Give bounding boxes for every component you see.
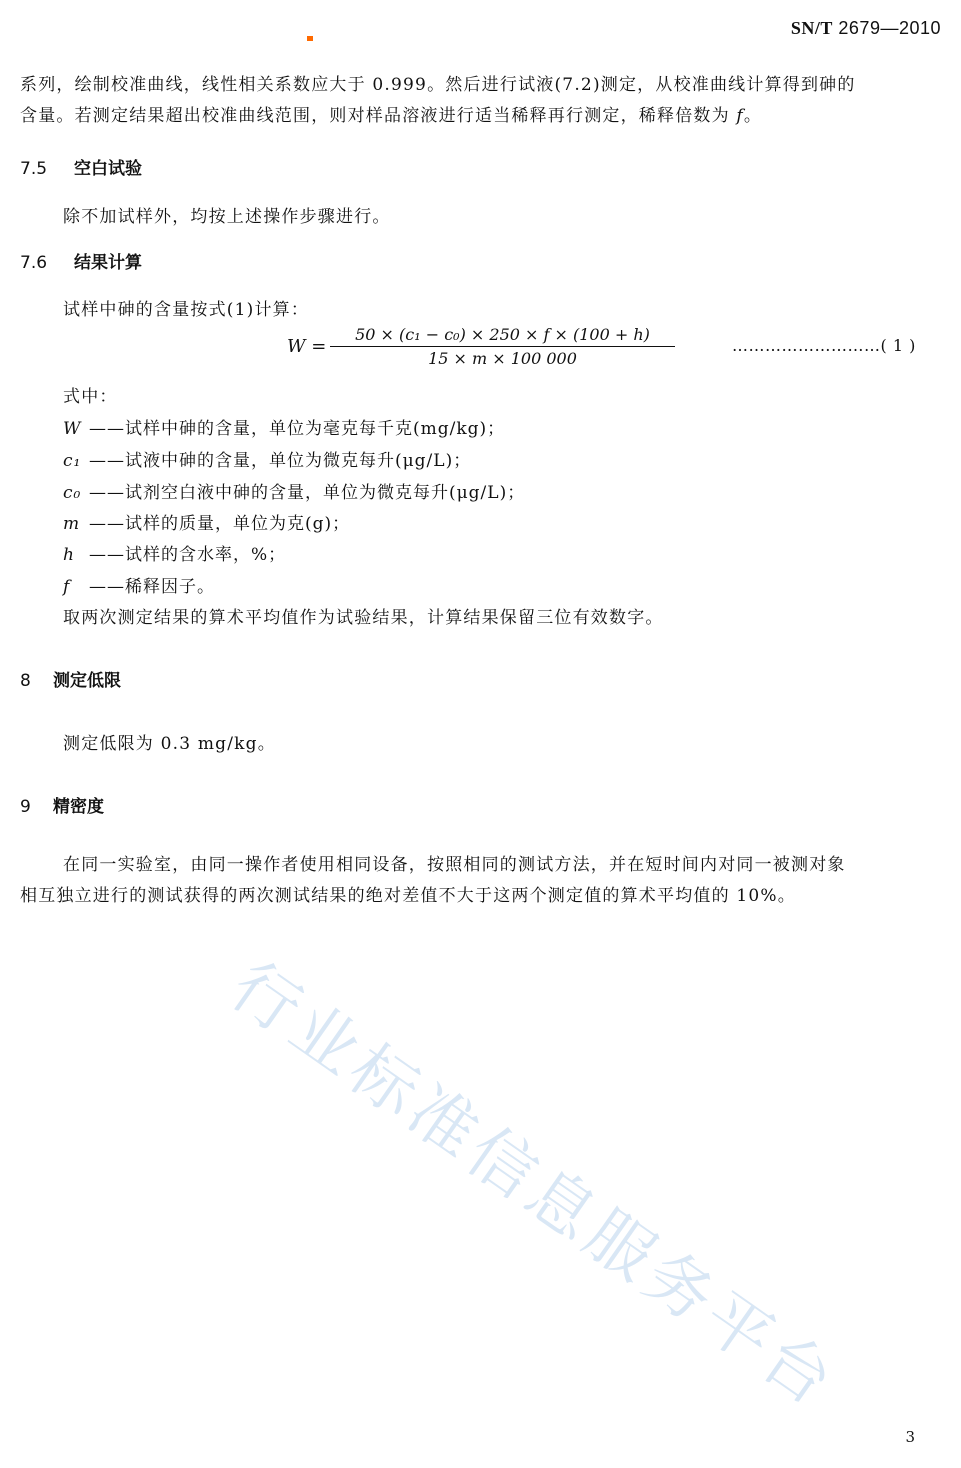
dilution-factor-symbol: f bbox=[736, 106, 744, 126]
section-number: 7.6 bbox=[20, 253, 48, 273]
formula-leader bbox=[732, 336, 916, 355]
precision-line-2: 相互独立进行的测试获得的两次测试结果的绝对差值不大于这两个测定值的算术平均值的 10%。 bbox=[20, 886, 796, 906]
variable-definition bbox=[63, 446, 471, 471]
section-8-heading bbox=[20, 666, 121, 691]
section-9-heading bbox=[20, 792, 104, 817]
variable-description: ——稀释因子。 bbox=[89, 577, 215, 597]
variable-definition bbox=[63, 414, 505, 439]
standard-code-prefix: SN/T bbox=[790, 18, 833, 38]
formula-fraction bbox=[330, 325, 675, 368]
variable-description: ——试液中砷的含量，单位为微克每升(μg/L)； bbox=[89, 451, 472, 471]
section-title: 结果计算 bbox=[74, 253, 142, 273]
equation-number: ( 1 ) bbox=[880, 336, 916, 355]
calculation-intro: 试样中砷的含量按式(1)计算： bbox=[63, 300, 310, 320]
variable-description: ——试样的含水率，%； bbox=[89, 545, 287, 565]
section-7-6-heading bbox=[20, 248, 142, 273]
variable-definition bbox=[63, 509, 350, 534]
calibration-line-2-text: 含量。若测定结果超出校准曲线范围，则对样品溶液进行适当稀释再行测定，稀释倍数为 bbox=[20, 106, 737, 126]
variable-definition bbox=[63, 478, 525, 503]
where-label: 式中： bbox=[63, 387, 118, 407]
formula-numerator: 50 × (c₁ − c₀) × 250 × f × (100 + h) bbox=[330, 325, 675, 347]
watermark: 行业标准信息服务平台 bbox=[217, 947, 852, 1424]
variable-symbol: h bbox=[63, 545, 75, 565]
detection-limit-text: 测定低限为 0.3 mg/kg。 bbox=[63, 734, 276, 754]
precision-line-1: 在同一实验室，由同一操作者使用相同设备，按照相同的测试方法，并在短时间内对同一被测对象 bbox=[63, 855, 846, 875]
section-title: 空白试验 bbox=[74, 159, 142, 179]
page-number: 3 bbox=[905, 1428, 915, 1446]
standard-code bbox=[791, 18, 941, 39]
calibration-line-1: 系列，绘制校准曲线，线性相关系数应大于 0.999。然后进行试液(7.2)测定，从校准曲线计算得到砷的 bbox=[20, 75, 856, 95]
calibration-paragraph bbox=[20, 70, 942, 132]
variable-description: ——试剂空白液中砷的含量，单位为微克每升(μg/L)； bbox=[89, 483, 526, 503]
section-number: 9 bbox=[20, 797, 31, 817]
section-number: 7.5 bbox=[20, 159, 48, 179]
variable-symbol: f bbox=[63, 577, 71, 597]
section-number: 8 bbox=[20, 671, 31, 691]
variable-symbol: c₁ bbox=[63, 451, 82, 471]
variable-definition bbox=[63, 572, 215, 597]
orange-mark bbox=[307, 36, 313, 41]
formula-dots: ……………………… bbox=[732, 336, 881, 355]
section-title: 测定低限 bbox=[53, 671, 121, 691]
result-note: 取两次测定结果的算术平均值作为试验结果，计算结果保留三位有效数字。 bbox=[63, 608, 664, 628]
calibration-line-2-end: 。 bbox=[743, 106, 763, 126]
standard-code-number: 2679—2010 bbox=[838, 18, 941, 38]
variable-symbol: c₀ bbox=[63, 483, 82, 503]
formula-denominator: 15 × m × 100 000 bbox=[428, 349, 577, 368]
variable-definition bbox=[63, 540, 286, 565]
formula-lhs: W = bbox=[287, 336, 327, 357]
blank-test-text: 除不加试样外，均按上述操作步骤进行。 bbox=[63, 207, 391, 227]
variable-symbol: W bbox=[63, 419, 82, 439]
variable-symbol: m bbox=[63, 514, 81, 534]
section-7-5-heading bbox=[20, 154, 142, 179]
variable-description: ——试样的质量，单位为克(g)； bbox=[89, 514, 351, 534]
calibration-line-2 bbox=[20, 101, 942, 132]
variable-description: ——试样中砷的含量，单位为毫克每千克(mg/kg)； bbox=[89, 419, 506, 439]
precision-paragraph bbox=[20, 850, 942, 912]
section-title: 精密度 bbox=[53, 797, 104, 817]
